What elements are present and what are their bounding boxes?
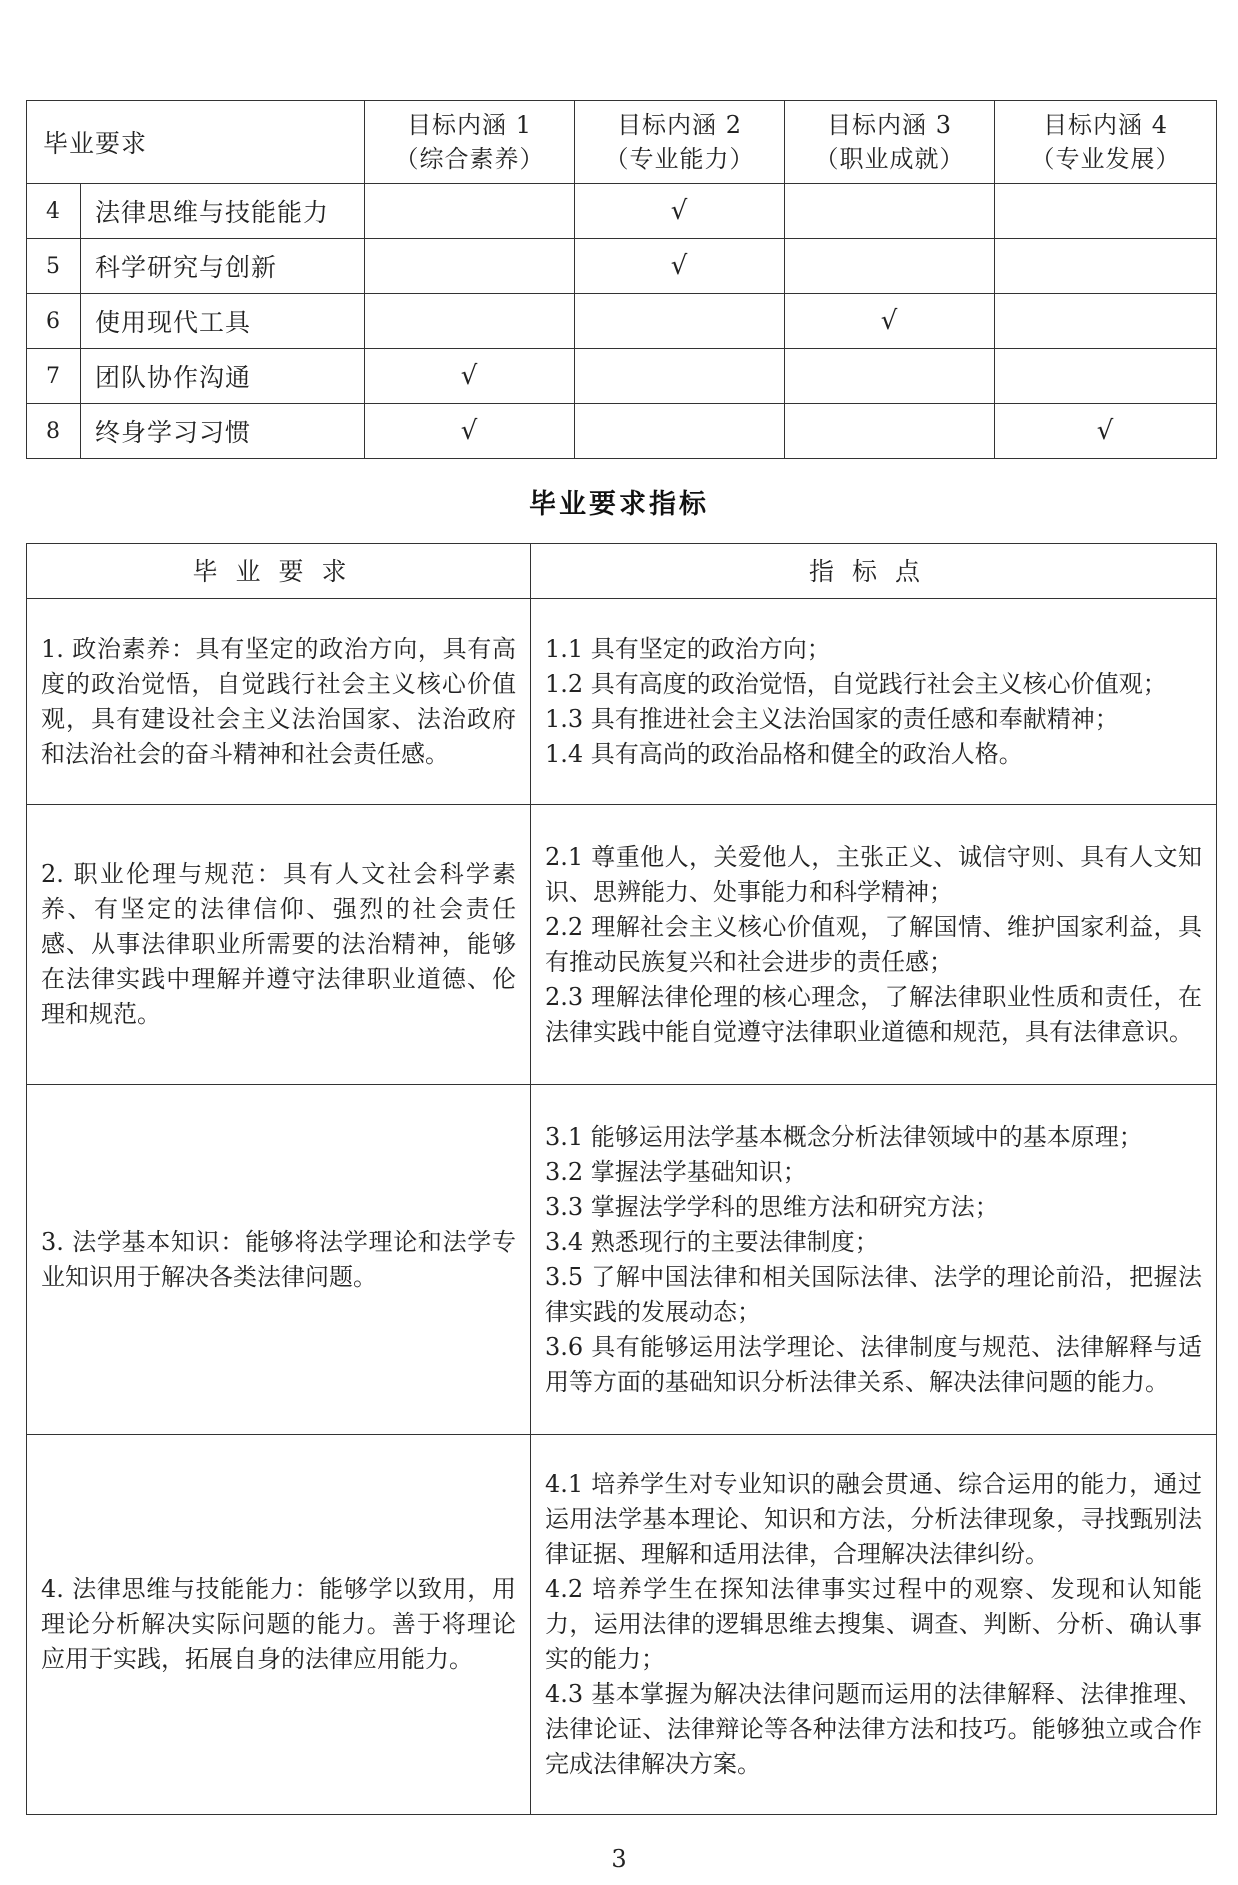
row-number: 7 xyxy=(27,349,81,404)
indicator-point: 3.3 掌握法学学科的思维方法和研究方法； xyxy=(545,1192,999,1221)
indicator-point: 3.2 掌握法学基础知识； xyxy=(545,1157,807,1186)
requirement-name: 科学研究与创新 xyxy=(81,239,365,294)
requirement-description: 4. 法律思维与技能能力：能够学以致用，用理论分析解决实际问题的能力。善于将理论应用于实践，拓展自身的法律应用能力。 xyxy=(27,1435,531,1815)
indicators-table xyxy=(26,543,1217,1815)
requirement-description: 2. 职业伦理与规范：具有人文社会科学素养、有坚定的法律信仰、强烈的社会责任感、从事法律职业所需要的法治精神，能够在法律实践中理解并遵守法律职业道德、伦理和规范。 xyxy=(27,805,531,1085)
matrix-header-target-2: 目标内涵 2 （专业能力） xyxy=(575,101,785,184)
check-mark xyxy=(785,404,995,459)
indicator-point: 2.2 理解社会主义核心价值观，了解国情、维护国家利益，具有推动民族复兴和社会进步的责任感； xyxy=(545,912,1202,976)
row-number: 5 xyxy=(27,239,81,294)
section-title: 毕业要求指标 xyxy=(529,489,709,520)
indicator-point: 4.2 培养学生在探知法律事实过程中的观察、发现和认知能力，运用法律的逻辑思维去搜集、调查、判断、分析、确认事实的能力； xyxy=(545,1575,1202,1673)
matrix-header-requirement: 毕业要求 xyxy=(27,101,365,184)
indicator-point: 3.5 了解中国法律和相关国际法律、法学的理论前沿，把握法律实践的发展动态； xyxy=(545,1262,1202,1326)
check-mark xyxy=(785,349,995,404)
check-mark xyxy=(995,294,1217,349)
matrix-header-target-4: 目标内涵 4 （专业发展） xyxy=(995,101,1217,184)
check-mark: √ xyxy=(365,404,575,459)
indicator-point: 1.4 具有高尚的政治品格和健全的政治人格。 xyxy=(545,739,1023,768)
check-mark xyxy=(995,184,1217,239)
indicator-row xyxy=(27,1085,1217,1435)
matrix-row xyxy=(27,294,1217,349)
row-number: 4 xyxy=(27,184,81,239)
check-mark xyxy=(785,239,995,294)
indicator-point: 2.1 尊重他人，关爱他人，主张正义、诚信守则、具有人文知识、思辨能力、处事能力和科学精神； xyxy=(545,842,1202,906)
check-mark: √ xyxy=(785,294,995,349)
indicator-points xyxy=(531,599,1217,805)
indicator-point: 1.1 具有坚定的政治方向； xyxy=(545,634,831,663)
matrix-header-row xyxy=(27,101,1217,184)
indicator-point: 4.1 培养学生对专业知识的融会贯通、综合运用的能力，通过运用法学基本理论、知识和方法，分析法律现象，寻找甄别法律证据、理解和适用法律，合理解决法律纠纷。 xyxy=(545,1470,1202,1568)
page-number: 3 xyxy=(611,1845,627,1873)
row-number: 8 xyxy=(27,404,81,459)
indicator-point: 1.2 具有高度的政治觉悟，自觉践行社会主义核心价值观； xyxy=(545,669,1167,698)
requirement-description: 3. 法学基本知识：能够将法学理论和法学专业知识用于解决各类法律问题。 xyxy=(27,1085,531,1435)
indicator-row xyxy=(27,1435,1217,1815)
indicator-point: 4.3 基本掌握为解决法律问题而运用的法律解释、法律推理、法律论证、法律辩论等各种法律方法和技巧。能够独立或合作完成法律解决方案。 xyxy=(545,1680,1202,1778)
indicators-header-points: 指标点 xyxy=(531,544,1217,599)
indicator-point: 3.6 具有能够运用法学理论、法律制度与规范、法律解释与适用等方面的基础知识分析法律关系、解决法律问题的能力。 xyxy=(545,1332,1202,1396)
check-mark xyxy=(575,294,785,349)
indicator-points xyxy=(531,805,1217,1085)
matrix-row xyxy=(27,184,1217,239)
indicator-point: 3.1 能够运用法学基本概念分析法律领域中的基本原理； xyxy=(545,1122,1143,1151)
check-mark xyxy=(575,349,785,404)
indicator-point: 1.3 具有推进社会主义法治国家的责任感和奉献精神； xyxy=(545,704,1119,733)
check-mark xyxy=(365,294,575,349)
matrix-row xyxy=(27,404,1217,459)
indicator-points xyxy=(531,1435,1217,1815)
requirement-description: 1. 政治素养：具有坚定的政治方向，具有高度的政治觉悟，自觉践行社会主义核心价值观，具有建设社会主义法治国家、法治政府和法治社会的奋斗精神和社会责任感。 xyxy=(27,599,531,805)
check-mark: √ xyxy=(575,239,785,294)
check-mark xyxy=(785,184,995,239)
row-number: 6 xyxy=(27,294,81,349)
check-mark xyxy=(995,239,1217,294)
indicator-point: 3.4 熟悉现行的主要法律制度； xyxy=(545,1227,879,1256)
requirement-name: 终身学习习惯 xyxy=(81,404,365,459)
matrix-header-target-1: 目标内涵 1 （综合素养） xyxy=(365,101,575,184)
indicators-header-row xyxy=(27,544,1217,599)
indicators-header-requirement: 毕业要求 xyxy=(27,544,531,599)
check-mark xyxy=(575,404,785,459)
indicator-point: 2.3 理解法律伦理的核心理念，了解法律职业性质和责任，在法律实践中能自觉遵守法律职业道德和规范，具有法律意识。 xyxy=(545,982,1202,1046)
requirement-name: 使用现代工具 xyxy=(81,294,365,349)
indicator-row xyxy=(27,805,1217,1085)
requirement-name: 团队协作沟通 xyxy=(81,349,365,404)
check-mark xyxy=(365,184,575,239)
indicator-row xyxy=(27,599,1217,805)
matrix-header-target-3: 目标内涵 3 （职业成就） xyxy=(785,101,995,184)
requirement-name: 法律思维与技能能力 xyxy=(81,184,365,239)
indicator-points xyxy=(531,1085,1217,1435)
objectives-matrix-table xyxy=(26,100,1217,459)
check-mark: √ xyxy=(365,349,575,404)
check-mark: √ xyxy=(995,404,1217,459)
check-mark xyxy=(995,349,1217,404)
matrix-row xyxy=(27,349,1217,404)
matrix-row xyxy=(27,239,1217,294)
check-mark: √ xyxy=(575,184,785,239)
check-mark xyxy=(365,239,575,294)
